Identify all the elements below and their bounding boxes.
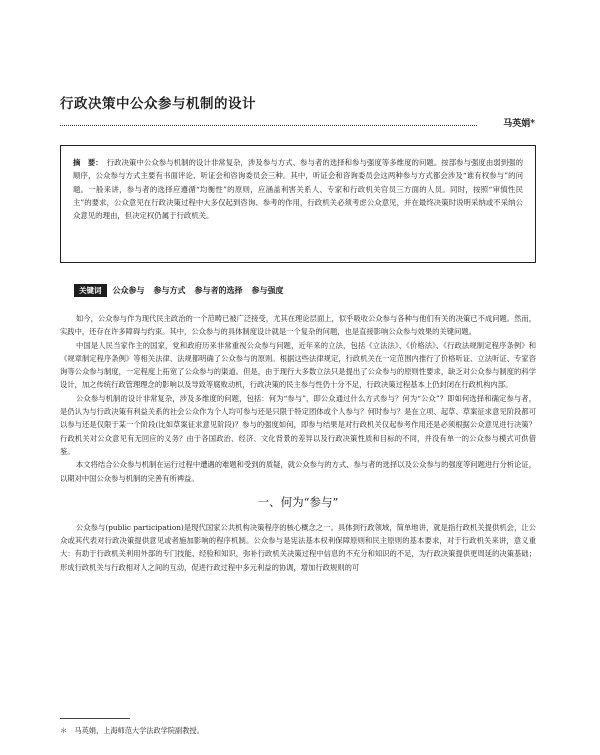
keyword-item: 参与者的选择 <box>194 285 243 295</box>
body-paragraph: 如今，公众参与作为现代民主政治的一个范畴已被广泛接受，尤其在理论层面上，似乎吸收公众参与各种与他们有关的决策已不成问题。然而，实践中，还存在许多障碍与约束。其中，公众参与的具体制度设计就是一个复杂的问题，也是直接影响公众参与效果的关键问题。 <box>60 314 536 337</box>
keywords <box>74 284 293 297</box>
footnote-rule <box>60 718 130 719</box>
article-body <box>60 312 536 574</box>
section-heading: 一、何为“参与” <box>257 494 339 509</box>
article-title: 行政决策中公众参与机制的设计 <box>60 96 256 112</box>
keyword-item: 公众参与 <box>112 285 145 295</box>
abstract <box>73 156 523 222</box>
abstract-box <box>60 145 536 263</box>
body-paragraph: 公众参与机制的设计非常复杂，涉及多维度的问题，包括：何为“参与”，即公众通过什么方式参与？何为“公众”？即如何选择和确定参与者，是仍认为与行政决策有利益关系的社会公众作为个人均可参与还是只限于特定团体或个人参与？何时参与？是在立项、起草、草案征求意见阶段都可以参与还是仅限于某一个阶段(比如草案征求意见阶段)？参与的强度如何，即参与结果是对行政机关仅起参考作用还是必须根据公众意见进行决策？行政机关对公众意见有无回应的义务？由于各国政治、经济、文化背景的差异以及行政决策性质和目标的不同，并没有单一的公众参与模式可供借鉴。 <box>60 393 536 456</box>
body-paragraph: 本文将结合公众参与机制在运行过程中遭遇的难题和受到的质疑，就公众参与的方式、参与者的选择以及公众参与的强度等问题进行分析论证，以期对中国公众参与机制的完善有所裨益。 <box>60 460 536 483</box>
author-line <box>60 116 535 130</box>
dotted-leader <box>60 125 477 126</box>
abstract-label: 摘 要： <box>73 158 103 167</box>
author-footnote-mark: * <box>530 119 535 129</box>
footnote: ＊ 马英娟，上海师范大学法政学院副教授。 <box>60 726 204 735</box>
body-paragraph: 公众参与(public participation)是现代国家公共机构决策程序的核心概念之一。具体到行政领域，简单地讲，就是指行政机关提供机会，让公众或其代表对行政决策提供意见或者施加影响的程序机制。公众参与是宪法基本权利保障原则和民主原则的基本要求，对于行政机关来讲，意义重大：有助于行政机关利用外部的专门技能、经验和知识，弥补行政机关决策过程中信息的不充分和知识的不足，为行政决策提供更周延的决策基础；形成行政机关与行政相对人之间的互动，促进行政过程中多元利益的协调，增加行政规则的可 <box>60 522 536 572</box>
abstract-text: 行政决策中公众参与机制的设计非常复杂，涉及参与方式、参与者的选择和参与强度等多维度的问题。按部参与强度由弱到强的顺序，公众参与方式主要有书面评论、听证会和咨询委员会三种。其中，听证会和咨询委员会这两种参与方式都会涉及“谁有权参与”的问题。一般来讲，参与者的选择应遵循“均衡性”的原则，应涵盖利害关系人、专家和行政机关官员三方面的人员。同时，按照“审慎性民主”的要求，公众意见在行政决策过程中大多仅起到咨询、参考的作用，行政机关必须考虑公众意见，并在最终决策时说明采纳或不采纳公众意见的理由，但决定权仍属于行政机关。 <box>73 158 523 221</box>
body-paragraph: 中国是人民当家作主的国家，党和政府历来非常重视公众参与问题，近年来的立法，包括《立法法》、《价格法》、《行政法规制定程序条例》和《规章制定程序条例》等相关法律、法规都明确了公众参与的原则。根据这些法律规定，行政机关在一定范围内推行了价格听证、立法听证、专家咨询等公众参与制度，一定程度上拓宽了公众参与的渠道。但是，由于现行大多数立法只是提出了公众参与的原则性要求，缺乏对公众参与制度的科学设计，加之传统行政管理理念的影响以及导致等腐败动机，行政决策的民主参与性仍十分不足，行政决策过程基本上仍封闭在行政机构内部。 <box>60 340 536 390</box>
author-name <box>503 116 535 129</box>
keyword-item: 参与强度 <box>251 285 284 295</box>
keywords-label: 关键词 <box>74 284 107 297</box>
author-name-text: 马英娟 <box>503 119 531 129</box>
keyword-item: 参与方式 <box>153 285 186 295</box>
